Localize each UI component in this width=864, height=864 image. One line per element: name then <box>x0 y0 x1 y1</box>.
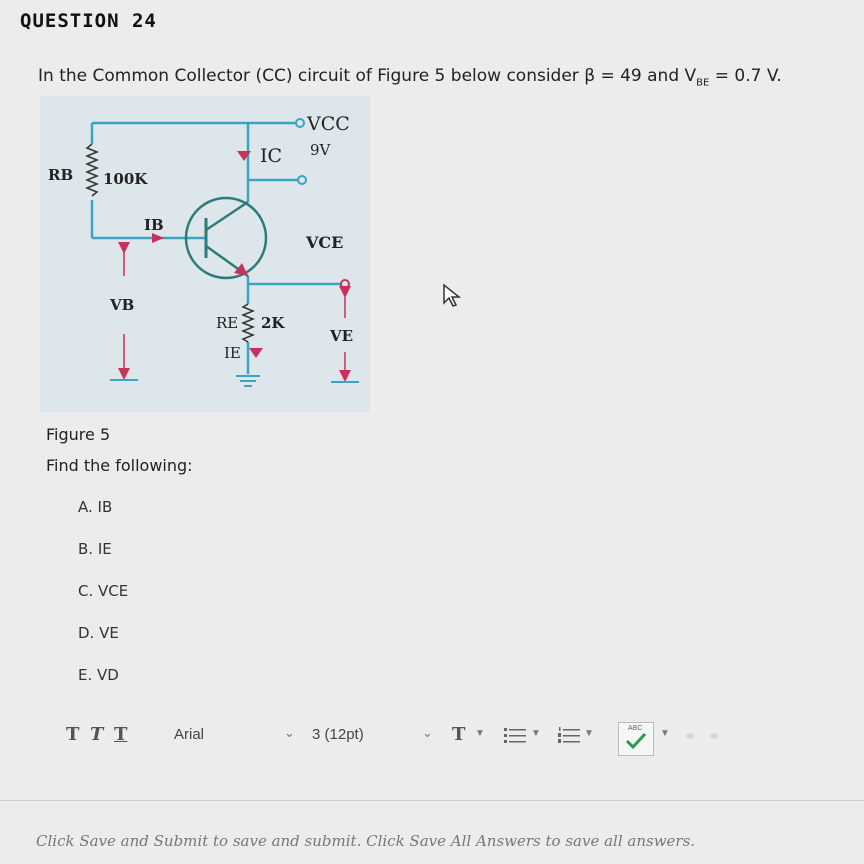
collector-terminal <box>298 176 306 184</box>
mouse-cursor-icon <box>442 283 464 313</box>
part-label: VE <box>99 624 119 642</box>
ic-label: IC <box>260 145 283 167</box>
spellcheck-button[interactable] <box>618 722 654 756</box>
parts-list <box>78 498 128 708</box>
re-label: RE <box>216 314 239 332</box>
part-letter: B. <box>78 540 94 558</box>
ib-arrow <box>152 233 164 243</box>
part-letter: A. <box>78 498 93 516</box>
numbered-list-icon[interactable] <box>558 727 580 750</box>
part-letter: E. <box>78 666 93 684</box>
list-item <box>78 624 128 666</box>
unlink-icon[interactable]: ⚭ <box>708 728 720 744</box>
ie-arrow <box>249 348 263 358</box>
bold-button[interactable]: T <box>66 724 80 745</box>
part-label: IB <box>97 498 113 516</box>
circuit-wires <box>92 123 342 374</box>
rb-value: 100K <box>103 170 148 188</box>
font-size-select[interactable]: 3 (12pt) <box>312 726 364 743</box>
underline-button[interactable]: T <box>114 724 128 745</box>
re-value: 2K <box>261 314 285 332</box>
list-item <box>78 498 128 540</box>
chevron-down-icon[interactable]: ▼ <box>531 728 541 739</box>
rb-label: RB <box>48 166 74 184</box>
question-title: QUESTION 24 <box>20 10 157 32</box>
part-letter: D. <box>78 624 95 642</box>
vcc-terminal <box>296 119 304 127</box>
editor-toolbar <box>66 722 756 752</box>
circuit-figure <box>40 96 370 412</box>
circuit-diagram <box>40 96 370 412</box>
list-item <box>78 582 128 624</box>
vcc-value: 9V <box>310 141 331 159</box>
list-item <box>78 666 128 708</box>
question-text <box>38 66 782 88</box>
question-text-part: In the Common Collector (CC) circuit of Figure 5 below consider β = 49 and V <box>38 66 697 86</box>
rb-resistor <box>87 144 97 196</box>
figure-caption: Figure 5 <box>46 425 111 444</box>
italic-button[interactable]: T <box>90 724 104 745</box>
emitter-terminal <box>341 280 349 288</box>
spellcheck-label: ABC <box>628 725 643 732</box>
part-label: VD <box>97 666 119 684</box>
ib-label: IB <box>144 216 164 234</box>
bullet-list-icon[interactable] <box>504 727 526 750</box>
chevron-down-icon[interactable]: ▼ <box>475 728 485 739</box>
question-text-part: = 0.7 V. <box>709 66 782 86</box>
chevron-down-icon[interactable]: ▼ <box>660 728 670 739</box>
footer-instructions: Click Save and Submit to save and submit. Click Save All Answers to save all answers. <box>36 832 696 850</box>
text-color-button[interactable]: T <box>452 724 466 745</box>
ve-label: VE <box>330 327 354 345</box>
part-letter: C. <box>78 582 94 600</box>
font-family-select[interactable]: Arial <box>174 726 205 743</box>
find-instructions: Find the following: <box>46 456 193 475</box>
ground-symbol <box>236 376 260 386</box>
checkmark-icon <box>625 732 647 755</box>
re-resistor <box>243 304 253 342</box>
chevron-down-icon[interactable]: ⌄ <box>422 725 433 740</box>
chevron-down-icon[interactable]: ▼ <box>584 728 594 739</box>
footer-divider <box>0 800 864 801</box>
part-label: VCE <box>98 582 129 600</box>
list-item <box>78 540 128 582</box>
vcc-label: VCC <box>307 113 350 135</box>
question-text-subscript: BE <box>696 77 710 89</box>
vb-label: VB <box>110 296 135 314</box>
link-icon[interactable]: ⚭ <box>684 728 696 744</box>
part-label: IE <box>97 540 112 558</box>
chevron-down-icon[interactable]: ⌄ <box>284 725 295 740</box>
vce-label: VCE <box>306 233 344 252</box>
ie-label: IE <box>224 344 241 362</box>
